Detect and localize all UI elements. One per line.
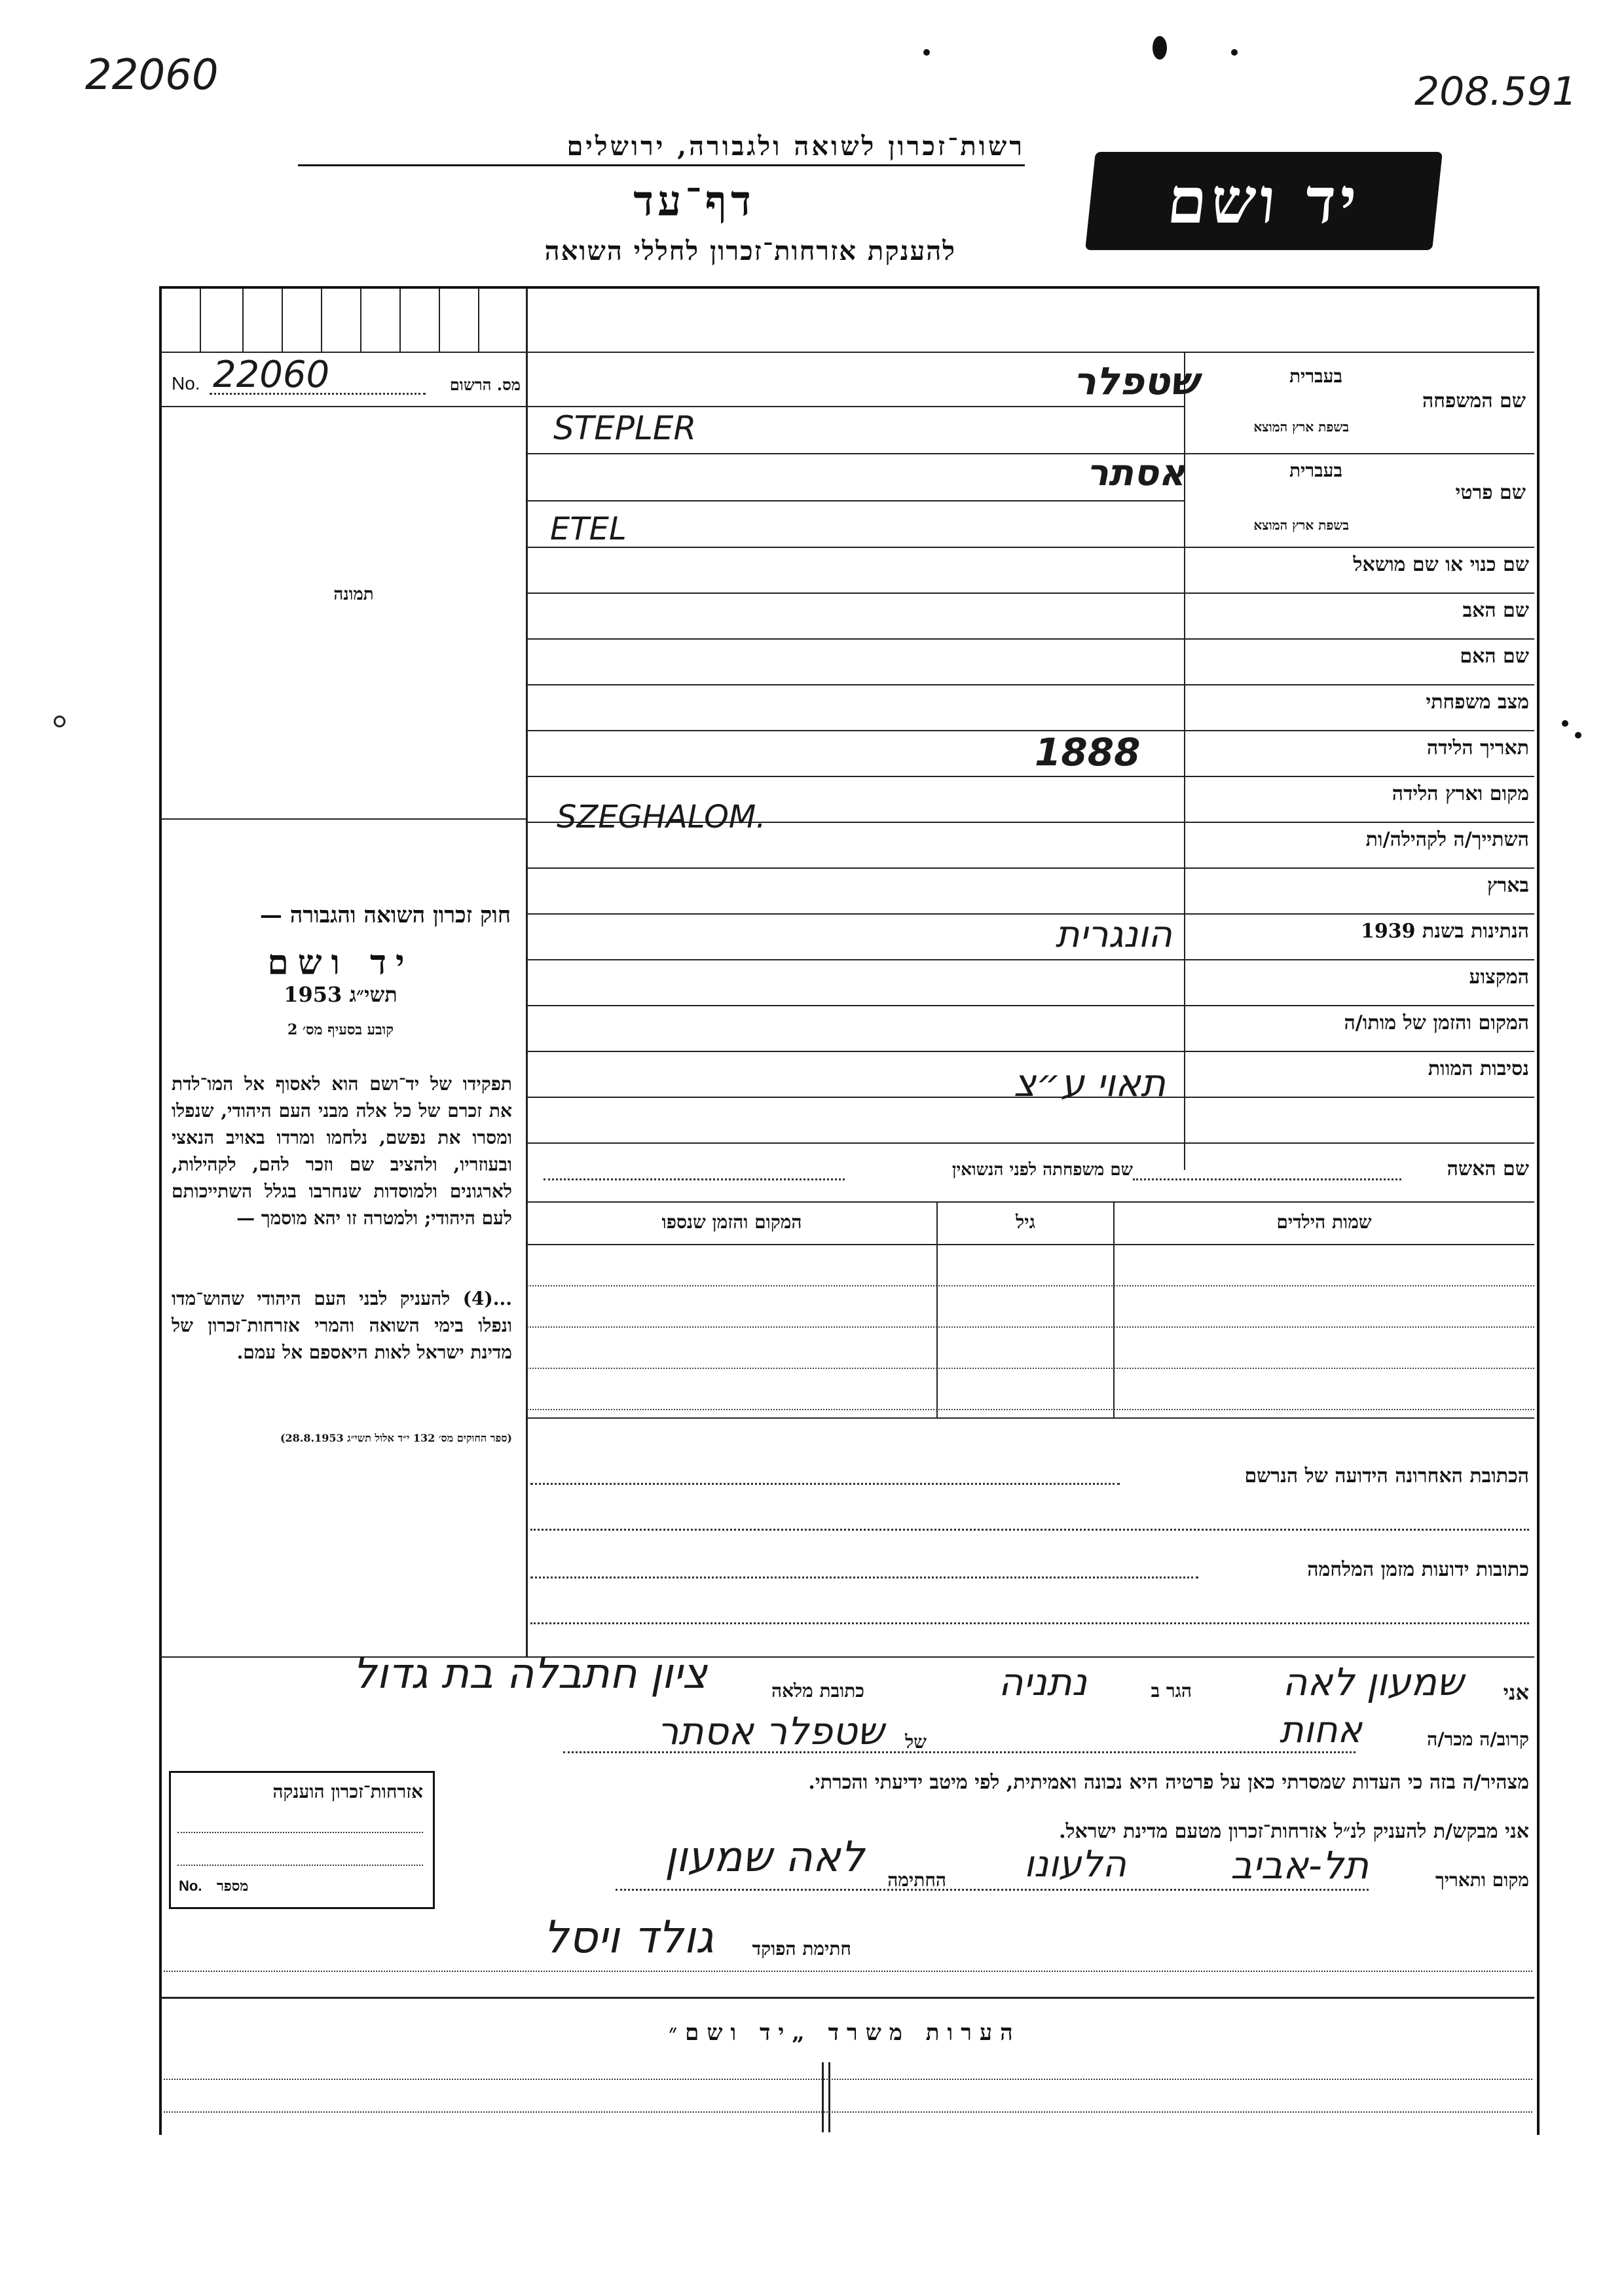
family-name-label: שם המשפחה [1422, 390, 1526, 412]
table-row [527, 1409, 1534, 1410]
children-place-time-header: המקום והזמן שנספו [661, 1211, 802, 1233]
declarant-relation: אחות [1279, 1709, 1362, 1751]
table-row [527, 1285, 1534, 1286]
children-age-header: גיל [1016, 1211, 1035, 1233]
photo-label: תמונה [333, 585, 374, 604]
registration-number: 22060 [213, 354, 330, 396]
declarant-address-label: כתובת מלאה [771, 1680, 864, 1702]
mother-label: שם האם [1460, 645, 1529, 668]
first-name-hebrew-label: בעברית [1289, 460, 1342, 481]
inspector-signature: גולד ויסל [543, 1912, 714, 1963]
citizenship-no-label: No. [179, 1878, 202, 1894]
citizenship-granted-box [169, 1771, 435, 1909]
declarant-of-label: של [905, 1731, 927, 1753]
family-name-hebrew-label: בעברית [1289, 365, 1342, 387]
marital-status-label: מצב משפחתי [1426, 691, 1529, 714]
law-citation: (ספר החוקים מס׳ 132 י״ד אלול תשי״ג 28.8.1953) [280, 1432, 512, 1444]
ink-speck [1231, 49, 1238, 56]
birth-place-label: מקום וארץ הלידה [1392, 782, 1529, 805]
wife-maiden-name-label: שם משפחתה לפני הנשואין [951, 1160, 1133, 1180]
declaration-text: מצהיר/ה בזה כי העדות שמסרתי כאן על פרטיה היא נכונה ואמיתית, לפי מיטב ידיעתי והכרתי. [808, 1771, 1529, 1794]
yad-vashem-logo [1085, 152, 1443, 250]
first-name-label: שם פרטי [1455, 481, 1526, 504]
declarant-name: שמעון לאה [1282, 1660, 1464, 1704]
birth-place-value: SZEGHALOM. [557, 799, 766, 835]
office-notes-label: הערות משרד „יד ושם״ [669, 2020, 1021, 2046]
law-clause-ref: קובע בסעיף מס׳ 2 [287, 1021, 394, 1038]
top-right-handwritten-number: 208.591 [1414, 69, 1578, 115]
form-subtitle: להענקת אזרחות־זכרון לחללי השואה [544, 236, 956, 266]
country-label: בארץ [1486, 874, 1529, 897]
declarant-relative-label: קרוב/ה מכר/ה [1427, 1728, 1529, 1750]
children-table-rows [527, 1244, 1534, 1417]
table-row [527, 1326, 1534, 1328]
citizenship-granted-title: אזרחות־זכרון הוענקה [272, 1781, 423, 1802]
authority-name: רשות־זכרון לשואה ולגבורה, ירושלים [298, 131, 1025, 166]
top-left-handwritten-number: 22060 [85, 51, 219, 100]
first-name-native-label: בשפת ארץ המוצא [1253, 517, 1349, 533]
law-paragraph-1: תפקידו של יד־ושם הוא לאסוף אל המו־לדת את זכרם של כל אלה מבני העם היהודי, שנפלו ומסרו את נפשם, נלחמו ומרדו באויב הנאצי ובעוזריו, ולהציב שם וזכר להם, לקהילות, לארגונים ולמוסדות שנחרבו בגלל השתייכותם לעם היהודי; ולמטרה זו יהא מוסמך — [172, 1073, 512, 1229]
first-name-hebrew-value: אסתר [1086, 452, 1185, 494]
request-text: אני מבקש/ת להעניק לנ״ל אזרחות־זכרון מטעם מדינת ישראל. [1059, 1820, 1529, 1843]
last-known-address-label: הכתובת האחרונה הידועה של הנרשם [1244, 1465, 1529, 1487]
father-label: שם האב [1462, 599, 1529, 622]
declarant-i-label: אני [1503, 1680, 1529, 1705]
citizenship-number-label: מספר [217, 1878, 249, 1895]
table-row [527, 1368, 1534, 1369]
death-cause-label: נסיבות המוות [1428, 1057, 1529, 1080]
law-heading: חוק זכרון השואה והגבורה — [259, 902, 511, 928]
declarant-signature: לאה שמעון [664, 1833, 864, 1882]
ink-speck [54, 716, 65, 727]
registration-label: מס. הרשום [449, 375, 521, 394]
law-year: תשי״ג 1953 [284, 982, 397, 1007]
profession-label: המקצוע [1469, 966, 1529, 989]
signature-label: החתימה [887, 1869, 946, 1891]
family-name-hebrew-value: שטפלר [1073, 359, 1198, 403]
children-names-header: שמות הילדים [1276, 1211, 1372, 1233]
citizenship-1939-value: הונגרית [1055, 913, 1172, 956]
registration-no-label: No. [172, 373, 200, 393]
inspector-signature-label: חתימת הפוקד [752, 1938, 851, 1959]
law-name: יד ושם [267, 943, 414, 983]
death-cause-value: תאוי ע״צ [1013, 1061, 1166, 1105]
declarant-address: ציון חתבלה בת גדול [352, 1650, 707, 1698]
family-name-native-label: בשפת ארץ המוצא [1253, 419, 1349, 435]
community-label: השתייך/ה לקהילה/ות [1365, 828, 1529, 851]
ink-speck [1575, 732, 1581, 738]
death-place-time-label: המקום והזמן של מותו/ה [1344, 1011, 1529, 1034]
place-date-label: מקום ותאריך [1435, 1869, 1529, 1891]
nickname-label: שם כנוי או שם מושאל [1353, 553, 1529, 576]
logo-text: יד ושם [1164, 164, 1364, 238]
place-date-value: תל-אביב [1230, 1843, 1369, 1887]
wife-label: שם האשה [1447, 1157, 1529, 1180]
ink-speck [923, 49, 930, 56]
first-name-native-value: ETEL [550, 511, 627, 547]
form-title: דף־עד [633, 177, 755, 226]
birth-date-value: 1888 [1035, 730, 1141, 774]
declarant-city: נתניה [998, 1660, 1087, 1704]
declarant-of-name: שטפלר אסתר [657, 1709, 884, 1753]
citizenship-1939-label: הנתינות בשנת 1939 [1360, 920, 1529, 943]
law-paragraph-2: ...(4) להעניק לבני העם היהודי שהוש־מדו ונפלו בימי השואה והמרי אזרחות־זכרון של מדינת ישראל לאות היאספם אל עמם. [172, 1288, 512, 1363]
declarant-resides-label: הגר ב [1151, 1680, 1192, 1702]
family-name-native-value: STEPLER [553, 409, 697, 447]
date-value: הלעונו [1024, 1843, 1126, 1886]
ink-speck [1562, 720, 1568, 727]
wartime-address-label: כתובות ידועות מזמן המלחמה [1307, 1558, 1529, 1581]
ink-speck [1153, 36, 1167, 60]
birth-date-label: תאריך הלידה [1426, 737, 1529, 759]
